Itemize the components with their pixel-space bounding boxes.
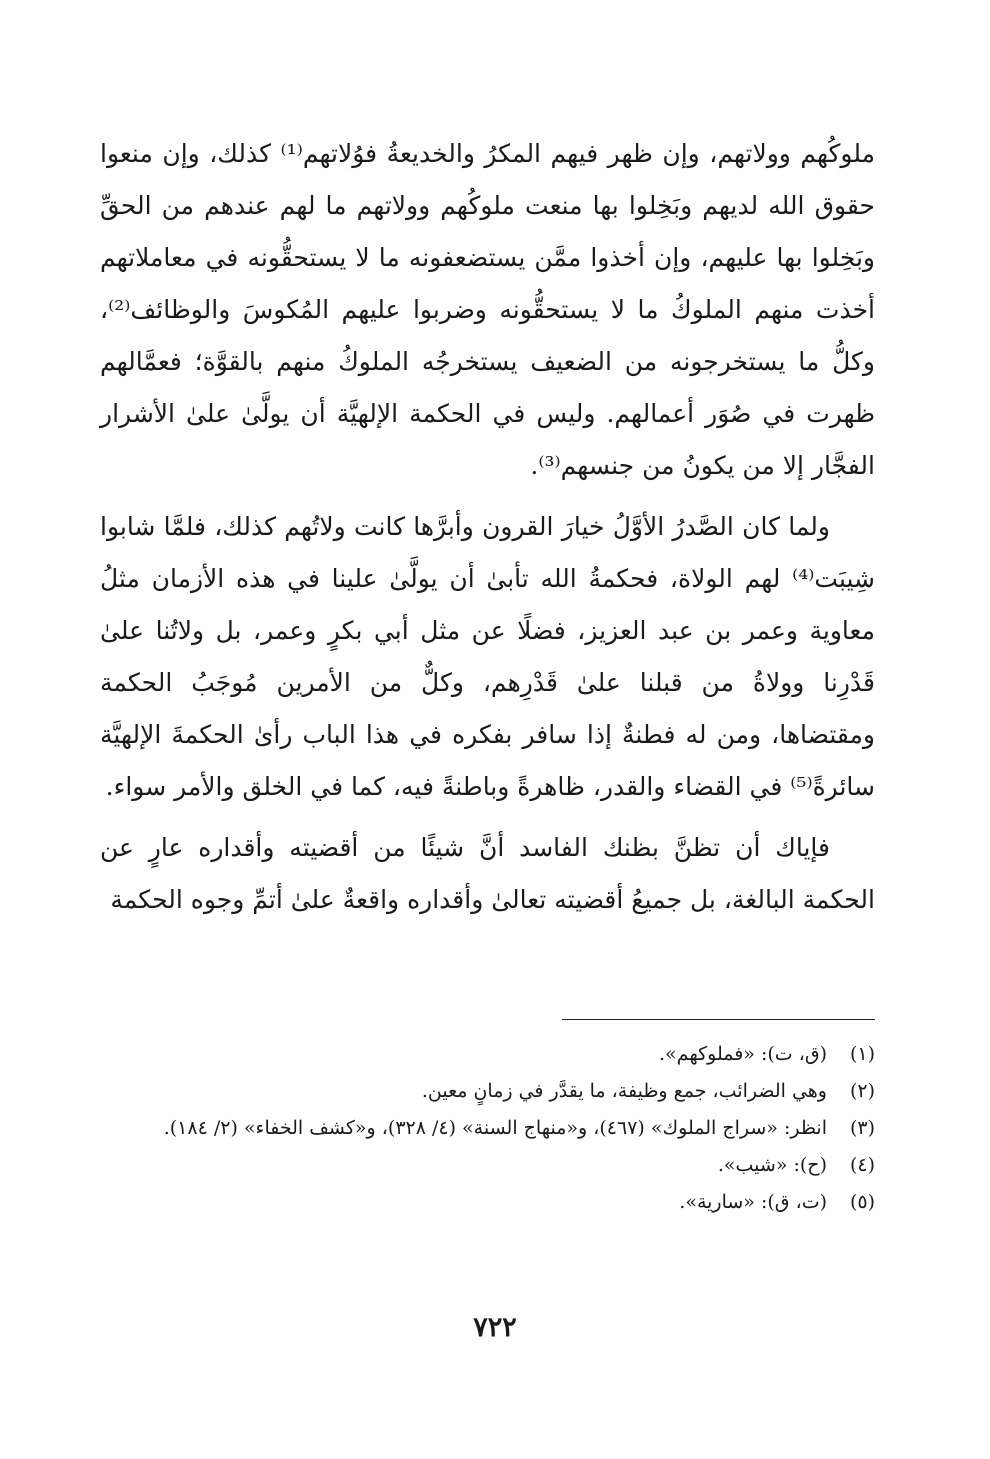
footnote-text: انظر: «سراج الملوك» (٤٦٧)، و«منهاج السنة» (٤/ ٣٢٨)، و«كشف الخفاء» (٢/ ١٨٤).	[163, 1117, 827, 1139]
footnote-text: (ق، ت): «فملوكهم».	[659, 1043, 827, 1065]
footnote-5	[100, 1184, 875, 1221]
footnote-text: (ت، ق): «سارية».	[679, 1191, 827, 1213]
footnote-2	[100, 1073, 875, 1110]
footnote-number: (٤)	[849, 1154, 875, 1176]
footnote-number: (٢)	[849, 1080, 875, 1102]
footnote-1	[100, 1036, 875, 1073]
paragraph-2: ولما كان الصَّدرُ الأوَّلُ خيارَ القرون وأبرَّها كانت ولاتُهم كذلك، فلمَّا شابوا شِيبَت⁽⁴⁾ لهم الولاة، فحكمةُ الله تأبىٰ أن يولَّىٰ علينا في هذه الأزمان مثلُ معاوية وعمر بن عبد العزيز، فضلًا عن مثل أبي بكرٍ وعمر، بل ولاتُنا علىٰ قَدْرِنا وولاةُ من قبلنا علىٰ قَدْرِهم، وكلٌّ من الأمرين مُوجَبُ الحكمة ومقتضاها، ومن له فطنةٌ إذا سافر بفكره في هذا الباب رأىٰ الحكمةَ الإلهيَّة سائرةً⁽⁵⁾ في القضاء والقدر، ظاهرةً وباطنةً فيه، كما في الخلق والأمر سواء.	[100, 512, 875, 801]
page-number: ٧٢٢	[473, 1312, 517, 1343]
footnote-3	[100, 1110, 875, 1147]
footnote-number: (١)	[849, 1043, 875, 1065]
footnote-4	[100, 1147, 875, 1184]
footnote-number: (٥)	[849, 1191, 875, 1213]
footnote-text: (ح): «شيب».	[717, 1154, 827, 1176]
footnote-separator	[562, 1019, 875, 1020]
footnote-number: (٣)	[849, 1117, 875, 1139]
main-text	[100, 128, 875, 935]
footnote-text: وهي الضرائب، جمع وظيفة، ما يقدَّر في زمانٍ معين.	[421, 1080, 827, 1102]
paragraph-3: فإياك أن تظنَّ بظنك الفاسد أنَّ شيئًا من أقضيته وأقداره عارٍ عن الحكمة البالغة، بل جميعُ أقضيته تعالىٰ وأقداره واقعةٌ علىٰ أتمِّ وجوه الحكمة	[100, 833, 875, 914]
footnotes	[100, 1036, 875, 1221]
paragraph-1: ملوكُهم وولاتهم، وإن ظهر فيهم المكرُ والخديعةُ فوُلاتهم⁽¹⁾ كذلك، وإن منعوا حقوق الله لديهم وبَخِلوا بها منعت ملوكُهم وولاتهم ما لهم عندهم من الحقِّ وبَخِلوا بها عليهم، وإن أخذوا ممَّن يستضعفونه ما لا يستحقُّونه في معاملاتهم أخذت منهم الملوكُ ما لا يستحقُّونه وضربوا عليهم المُكوسَ والوظائف⁽²⁾، وكلُّ ما يستخرجونه من الضعيف يستخرجُه الملوكُ منهم بالقوَّة؛ فعمَّالهم ظهرت في صُوَر أعمالهم. وليس في الحكمة الإلهيَّة أن يولَّىٰ علىٰ الأشرار الفجَّار إلا من يكونُ من جنسهم⁽³⁾.	[100, 139, 875, 480]
